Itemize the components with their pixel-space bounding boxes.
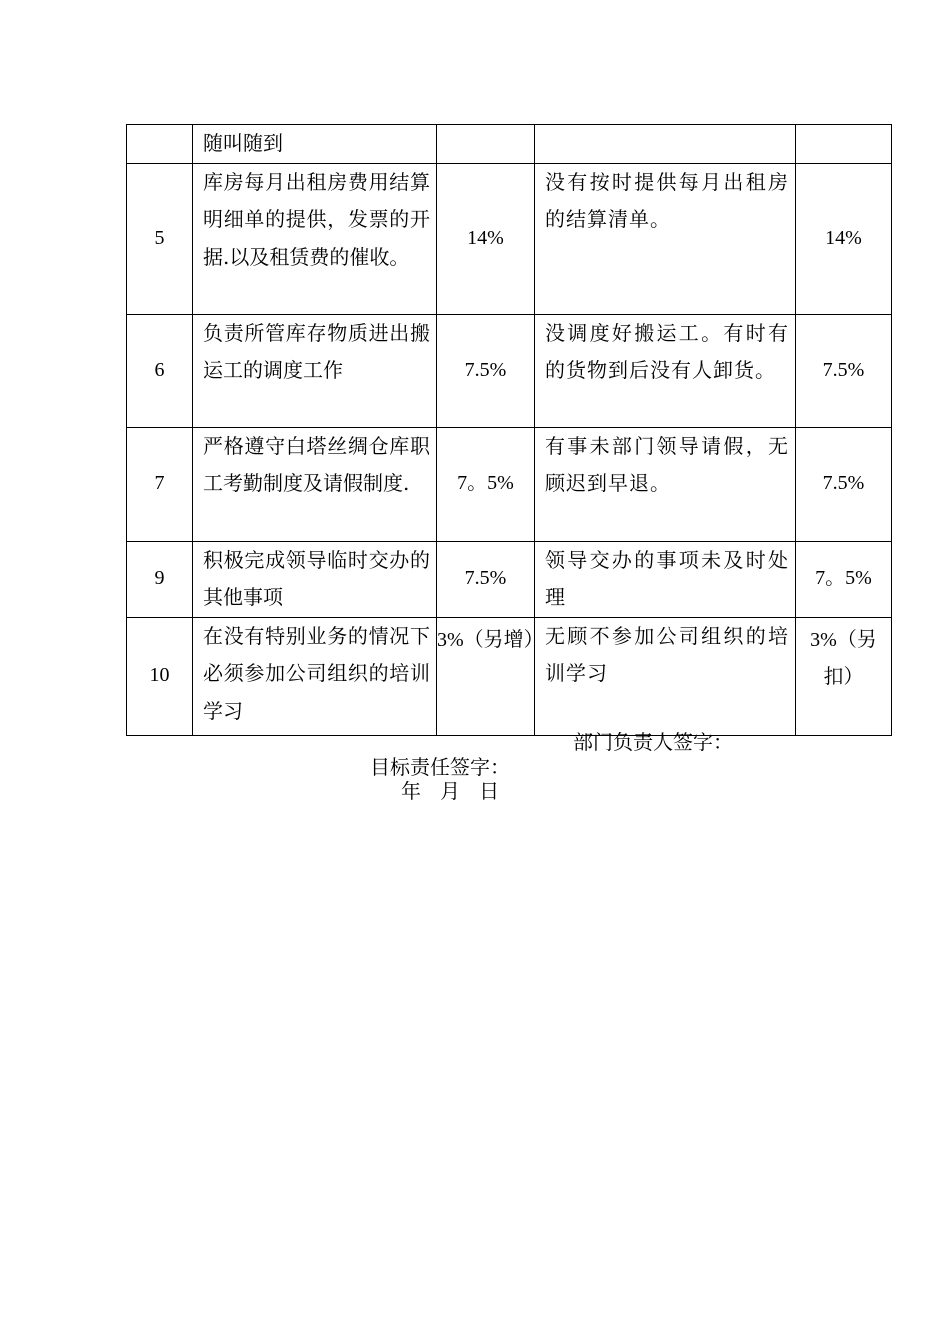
signature-date-label: 年 月 日 [401, 779, 500, 803]
deduction-standard [535, 125, 796, 164]
target-responsibility-signature-label: 目标责任签字： [370, 755, 510, 779]
task-item: 积极完成领导临时交办的其他事项 [193, 541, 437, 617]
weight-value: 3%（另增） [437, 617, 535, 735]
weight-value: 7.5% [437, 314, 535, 427]
task-item: 在没有特别业务的情况下必须参加公司组织的培训学习 [193, 617, 437, 735]
assessment-table-wrapper [126, 124, 891, 736]
table-row [127, 125, 892, 164]
weight-value: 7.5% [437, 541, 535, 617]
row-number: 9 [127, 541, 193, 617]
assessment-table [126, 124, 892, 736]
deduction-value: 7。5% [796, 541, 892, 617]
deduction-standard: 没有按时提供每月出租房的结算清单。 [535, 163, 796, 314]
weight-value: 7。5% [437, 427, 535, 541]
deduction-value: 14% [796, 163, 892, 314]
deduction-standard: 没调度好搬运工。有时有的货物到后没有人卸货。 [535, 314, 796, 427]
table-row [127, 314, 892, 427]
table-row [127, 541, 892, 617]
task-item: 库房每月出租房费用结算明细单的提供，发票的开据.以及租赁费的催收。 [193, 163, 437, 314]
row-number: 7 [127, 427, 193, 541]
deduction-value: 7.5% [796, 427, 892, 541]
deduction-standard: 有事未部门领导请假，无顾迟到早退。 [535, 427, 796, 541]
dept-head-signature-label: 部门负责人签字： [573, 730, 733, 754]
row-number [127, 125, 193, 164]
deduction-value [796, 125, 892, 164]
weight-value: 14% [437, 163, 535, 314]
task-item: 严格遵守白塔丝绸仓库职工考勤制度及请假制度. [193, 427, 437, 541]
table-row [127, 427, 892, 541]
deduction-value: 3%（另扣） [796, 617, 892, 735]
table-row [127, 163, 892, 314]
weight-value [437, 125, 535, 164]
task-item: 负责所管库存物质进出搬运工的调度工作 [193, 314, 437, 427]
row-number: 6 [127, 314, 193, 427]
table-row [127, 617, 892, 735]
task-item: 随叫随到 [193, 125, 437, 164]
deduction-standard: 领导交办的事项未及时处理 [535, 541, 796, 617]
deduction-standard: 无顾不参加公司组织的培训学习 [535, 617, 796, 735]
row-number: 5 [127, 163, 193, 314]
deduction-value: 7.5% [796, 314, 892, 427]
row-number: 10 [127, 617, 193, 735]
